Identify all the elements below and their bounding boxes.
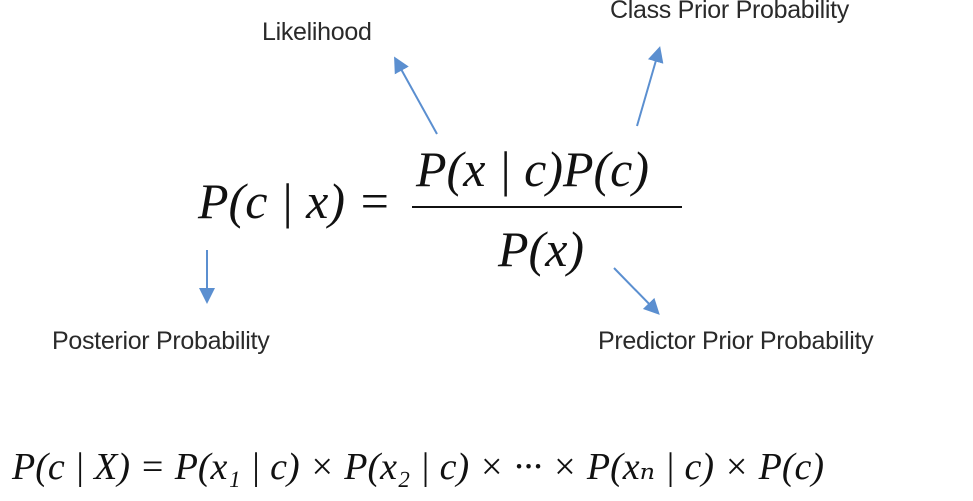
likelihood-arrow bbox=[396, 60, 437, 134]
predictor-prior-arrow bbox=[614, 268, 657, 312]
formula-denominator: P(x) bbox=[498, 221, 585, 277]
formula-lhs: P(c | x) = bbox=[198, 173, 392, 229]
naive-bayes-formula: P(c | X) = P(x₁ | c) × P(x₂ | c) × ··· × P(xₙ | c) × P(c) bbox=[12, 446, 825, 488]
class-prior-arrow bbox=[637, 50, 659, 126]
predictor-prior-label: Predictor Prior Probability bbox=[598, 327, 874, 355]
posterior-label: Posterior Probability bbox=[52, 327, 270, 355]
likelihood-label: Likelihood bbox=[262, 18, 372, 46]
class-prior-label: Class Prior Probability bbox=[610, 0, 850, 24]
formula-numerator: P(x | c)P(c) bbox=[416, 141, 650, 197]
